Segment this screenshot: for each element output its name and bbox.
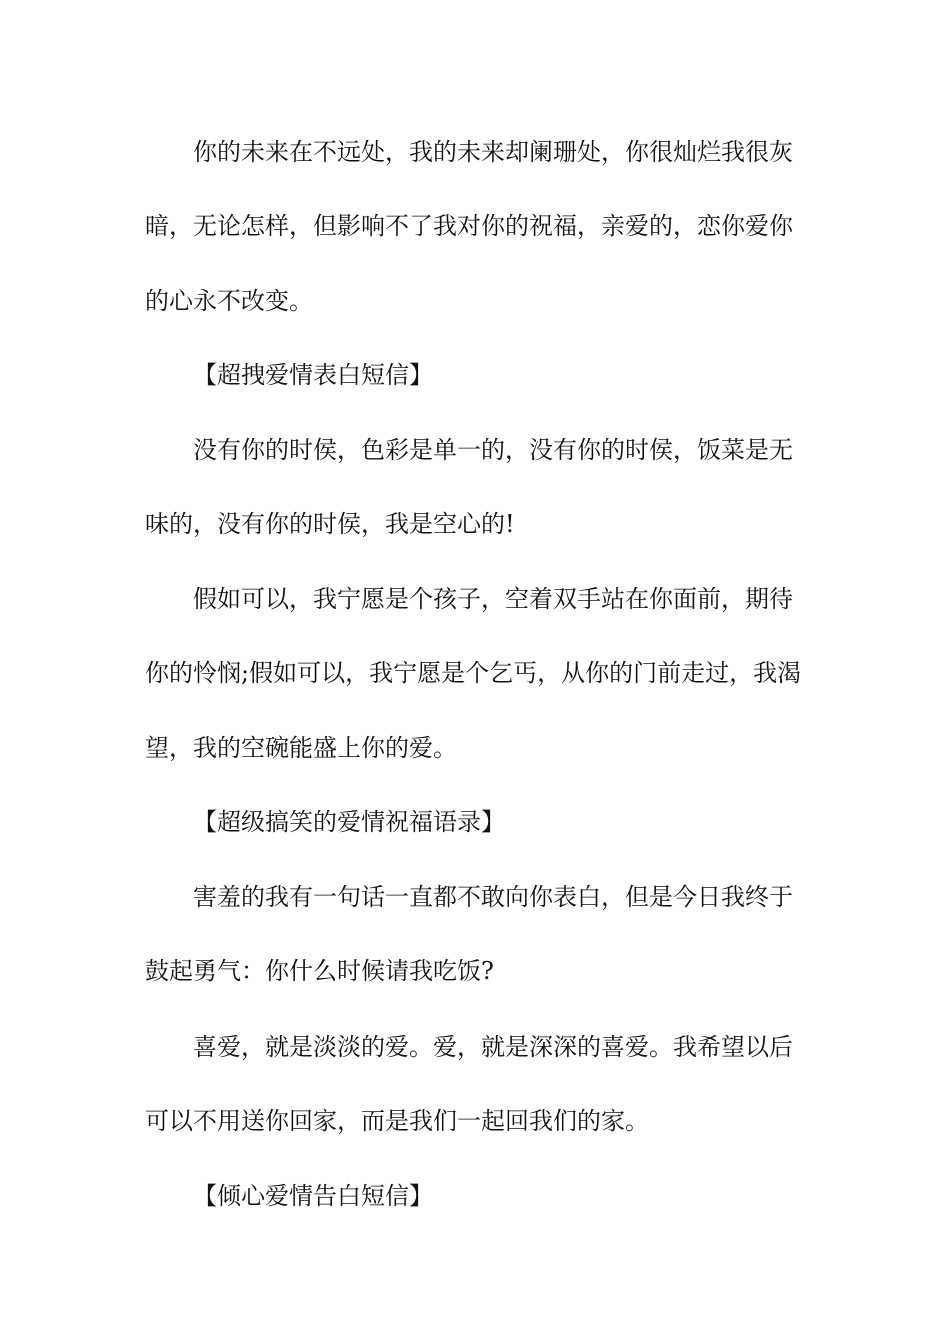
section-heading: 【超拽爱情表白短信】 [193,361,433,389]
section-heading: 【超级搞笑的爱情祝福语录】 [193,808,505,836]
paragraph-line: 暗，无论怎样，但影响不了我对你的祝福，亲爱的，恋你爱你 [145,212,793,240]
paragraph-line: 你的怜悯;假如可以，我宁愿是个乞丐，从你的门前走过，我渴 [145,659,802,687]
paragraph-line: 可以不用送你回家，而是我们一起回我们的家。 [145,1107,649,1135]
paragraph-line: 鼓起勇气：你什么时候请我吃饭? [145,957,494,985]
paragraph-line: 的心永不改变。 [145,287,313,315]
paragraph-line: 喜爱，就是淡淡的爱。爱，就是深深的喜爱。我希望以后 [193,1033,793,1061]
paragraph-line: 你的未来在不远处，我的未来却阑珊处，你很灿烂我很灰 [193,138,793,166]
paragraph-line: 望，我的空碗能盛上你的爱。 [145,734,457,762]
paragraph-line: 假如可以，我宁愿是个孩子，空着双手站在你面前，期待 [193,585,793,613]
paragraph-line: 没有你的时侯，色彩是单一的，没有你的时侯，饭菜是无 [193,436,793,464]
paragraph-line: 害羞的我有一句话一直都不敢向你表白，但是今日我终于 [193,883,793,911]
paragraph-line: 味的，没有你的时侯，我是空心的! [145,510,515,538]
section-heading: 【倾心爱情告白短信】 [193,1182,433,1210]
